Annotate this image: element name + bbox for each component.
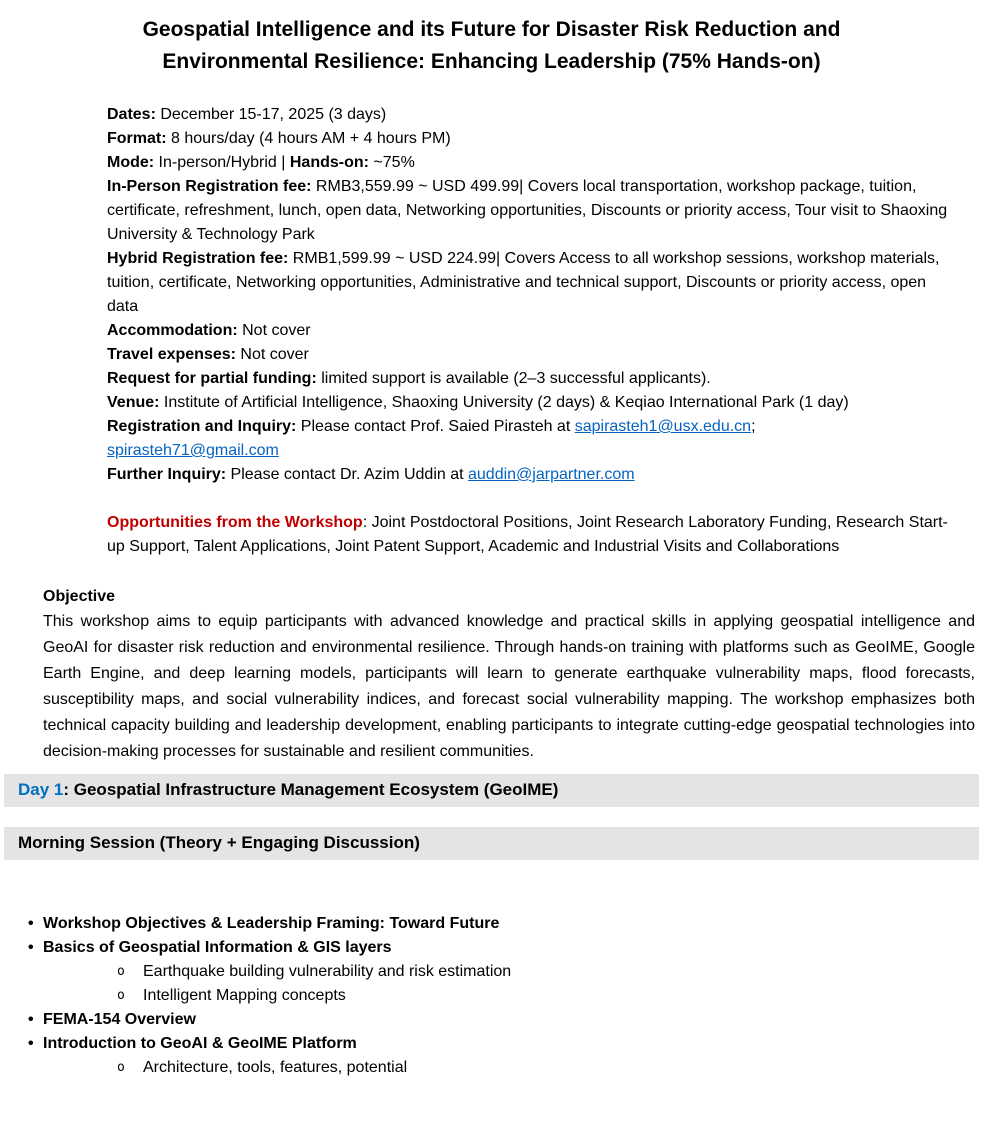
email-link-auddin[interactable]: auddin@jarpartner.com [468, 466, 635, 483]
workshop-details [107, 103, 960, 487]
detail-inperson-fee: In-Person Registration fee: RMB3,559.99 ~ USD 499.99| Covers local transportation, workshop package, tuition, certificate, refreshment, lunch, open data, Networking opportunities, Discounts or priority access, Tour visit to Shaoxing University & Technology Park [107, 178, 948, 243]
agenda-sub-item: o Intelligent Mapping concepts [0, 984, 983, 1008]
morning-session-title: Morning Session (Theory + Engaging Discussion) [18, 833, 420, 852]
agenda-sub-item: o Architecture, tools, features, potential [0, 1056, 983, 1080]
detail-funding: Request for partial funding: limited support is available (2–3 successful applicants). [107, 370, 711, 387]
agenda-item: • Basics of Geospatial Information & GIS layers [0, 936, 983, 960]
detail-hybrid-fee: Hybrid Registration fee: RMB1,599.99 ~ USD 224.99| Covers Access to all workshop sessions, workshop materials, tuition, certificate, Networking opportunities, Administrative and technical support, Discounts or priority access, open data [107, 250, 940, 315]
morning-session-header [4, 827, 979, 860]
detail-dates: Dates: December 15-17, 2025 (3 days) [107, 106, 387, 123]
agenda-item: • FEMA-154 Overview [0, 1008, 983, 1032]
opportunities-label: Opportunities from the Workshop [107, 514, 363, 531]
detail-travel: Travel expenses: Not cover [107, 346, 309, 363]
detail-further-inquiry: Further Inquiry: Please contact Dr. Azim Uddin at auddin@jarpartner.com [107, 466, 635, 483]
document-title [0, 0, 983, 78]
agenda-sub-item: o Earthquake building vulnerability and risk estimation [0, 960, 983, 984]
email-link-spirasteh71[interactable]: spirasteh71@gmail.com [107, 442, 279, 459]
document-title-line-1: Geospatial Intelligence and its Future for Disaster Risk Reduction and [142, 18, 841, 41]
agenda-item: • Introduction to GeoAI & GeoIME Platform [0, 1032, 983, 1056]
opportunities-paragraph [107, 511, 960, 559]
email-link-sapirasteh1[interactable]: sapirasteh1@usx.edu.cn [574, 418, 752, 435]
agenda-list [0, 912, 983, 1080]
detail-format: Format: 8 hours/day (4 hours AM + 4 hours PM) [107, 130, 451, 147]
detail-mode: Mode: In-person/Hybrid | Hands-on: ~75% [107, 154, 415, 171]
opportunities-text: : Joint Postdoctoral Positions, Joint Research Laboratory Funding, Research Start-up Support, Talent Applications, Joint Patent Support, Academic and Industrial Visits and Collaborations [107, 514, 948, 555]
objective-heading: Objective [43, 588, 116, 605]
detail-registration-inquiry: Registration and Inquiry: Please contact Prof. Saied Pirasteh at sapirasteh1@usx.edu.cn; spirasteh71@gmail.com [107, 418, 756, 459]
day1-label: Day 1 [18, 780, 64, 799]
day1-section-header [4, 774, 979, 807]
agenda-item: • Workshop Objectives & Leadership Framing: Toward Future [0, 912, 983, 936]
detail-venue: Venue: Institute of Artificial Intelligence, Shaoxing University (2 days) & Keqiao International Park (1 day) [107, 394, 849, 411]
document-title-line-2: Environmental Resilience: Enhancing Leadership (75% Hands-on) [162, 50, 821, 73]
day1-title: : Geospatial Infrastructure Management Ecosystem (GeoIME) [63, 780, 559, 799]
detail-accommodation: Accommodation: Not cover [107, 322, 311, 339]
objective-body: This workshop aims to equip participants with advanced knowledge and practical skills in applying geospatial intelligence and GeoAI for disaster risk reduction and environmental resilience. Through hands-on training with platforms such as GeoIME, Google Earth Engine, and deep learning models, participants will learn to generate earthquake vulnerability maps, flood forecasts, susceptibility maps, and social vulnerability indices, and forecast social vulnerability mapping. The workshop emphasizes both technical capacity building and leadership development, enabling participants to integrate cutting-edge geospatial technologies into decision-making processes for sustainable and resilient communities. [43, 613, 975, 760]
